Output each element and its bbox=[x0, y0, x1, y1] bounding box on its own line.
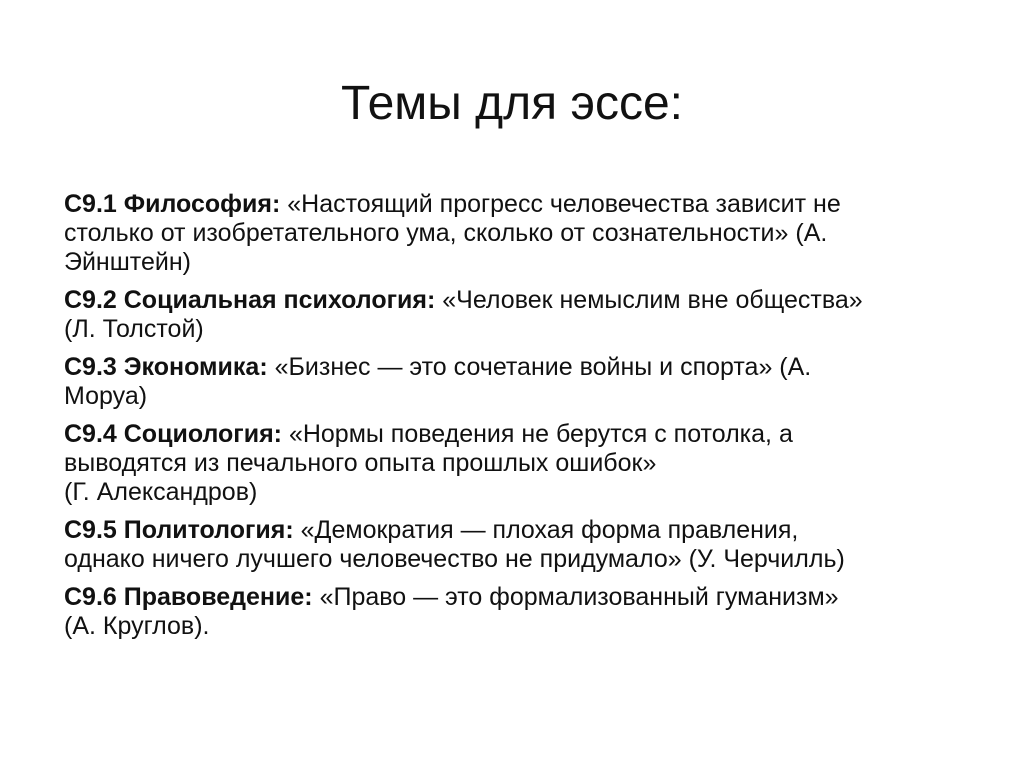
topic-item-c9-3 bbox=[64, 353, 964, 411]
quote-line: выводятся из печального опыта прошлых ошибок» bbox=[64, 449, 657, 477]
topic-item-c9-6 bbox=[64, 583, 964, 641]
topic-code: С9.6 Правоведение: bbox=[64, 583, 313, 611]
slide-title: Темы для эссе: bbox=[340, 77, 684, 130]
topic-item-c9-2 bbox=[64, 286, 964, 344]
quote-line: «Человек немыслим вне общества» bbox=[442, 286, 863, 314]
topic-code: С9.4 Социология: bbox=[64, 420, 282, 448]
topic-item-c9-1 bbox=[64, 190, 964, 277]
topic-list bbox=[64, 190, 964, 650]
quote-line: «Настоящий прогресс человечества зависит не bbox=[287, 190, 841, 218]
topic-code: С9.1 Философия: bbox=[64, 190, 281, 218]
quote-line: «Нормы поведения не берутся с потолка, а bbox=[288, 420, 793, 448]
quote-line: Эйнштейн) bbox=[64, 248, 191, 276]
topic-code: С9.5 Политология: bbox=[64, 516, 294, 544]
quote-line: «Демократия — плохая форма правления, bbox=[300, 516, 799, 544]
topic-code: С9.2 Социальная психология: bbox=[64, 286, 436, 314]
topic-item-c9-4 bbox=[64, 420, 964, 507]
topic-code: С9.3 Экономика: bbox=[64, 353, 268, 381]
quote-line: «Право — это формализованный гуманизм» bbox=[319, 583, 839, 611]
quote-line: (Л. Толстой) bbox=[64, 315, 204, 343]
topic-item-c9-5 bbox=[64, 516, 964, 574]
quote-line: Моруа) bbox=[64, 382, 148, 410]
quote-line: (А. Круглов). bbox=[64, 612, 210, 640]
quote-line: «Бизнес — это сочетание войны и спорта» (А. bbox=[274, 353, 812, 381]
quote-line: столько от изобретательного ума, сколько от сознательности» (А. bbox=[64, 219, 828, 247]
quote-line: (Г. Александров) bbox=[64, 478, 258, 506]
quote-line: однако ничего лучшего человечество не придумало» (У. Черчилль) bbox=[64, 545, 845, 573]
